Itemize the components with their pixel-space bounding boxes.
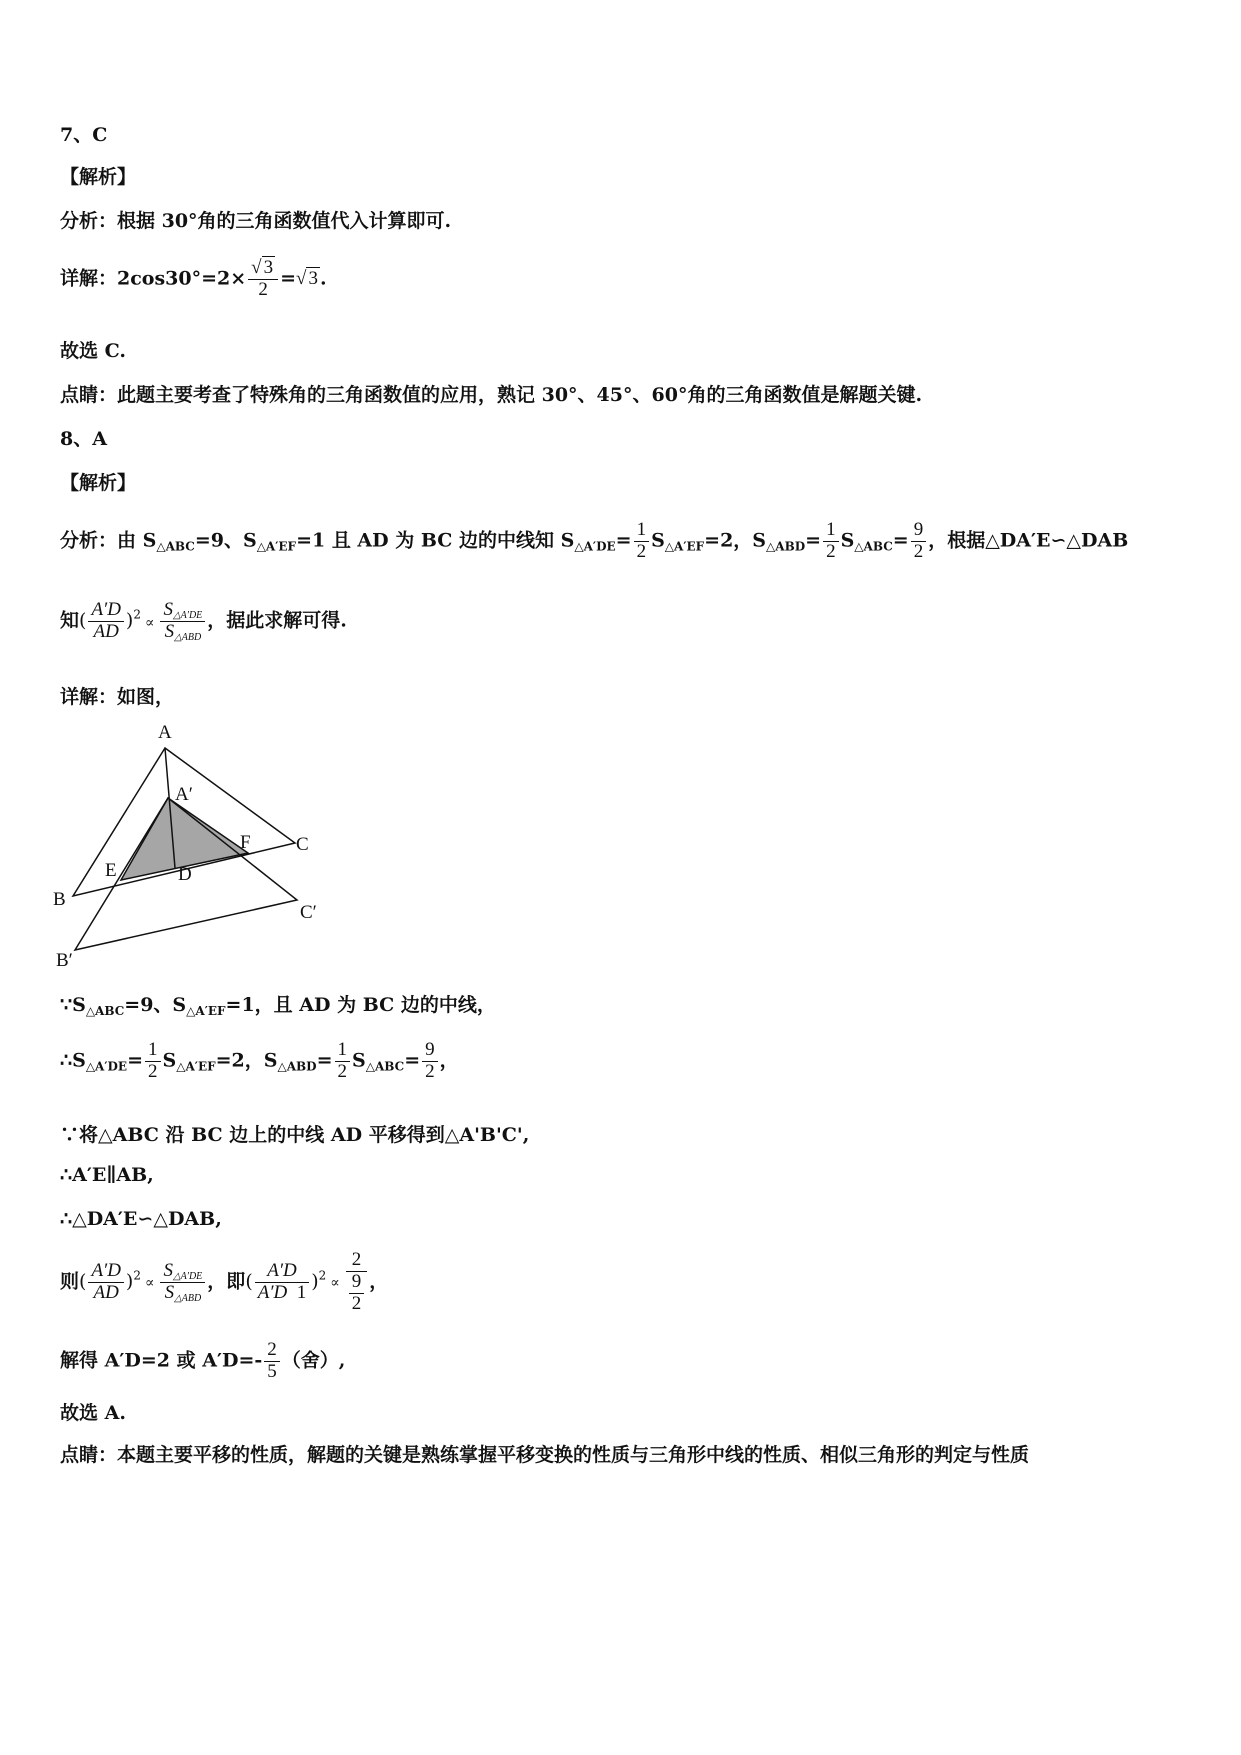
label-b: B — [53, 889, 66, 910]
t: =1，且 AD 为 BC 边的中线， — [225, 994, 496, 1016]
q8-step7 — [60, 1340, 345, 1383]
q7-detail — [60, 258, 327, 301]
t: 解得 A′D=2 或 A′D=- — [60, 1349, 263, 1372]
q8-step3: ∵将△ABC 沿 BC 边上的中线 AD 平移得到△A'B'C', — [60, 1124, 530, 1146]
sub: △ABD — [174, 632, 202, 643]
sub: △ABD — [174, 1292, 202, 1304]
den: 2 — [337, 1060, 347, 1082]
t: =2，S — [704, 529, 767, 552]
q7-eq: = — [280, 267, 297, 290]
nine-half-fraction — [911, 520, 927, 563]
q8-step4: ∴A′E∥AB, — [60, 1164, 154, 1186]
power: 2 — [133, 1268, 141, 1283]
sub: △ABC — [85, 1004, 125, 1018]
den: 2 — [351, 1292, 362, 1314]
q7-frac-num: 3 — [263, 257, 274, 278]
num: 1 — [634, 520, 650, 542]
label-a-prime: A′ — [175, 784, 193, 805]
label-a: A — [158, 722, 172, 743]
t: = — [892, 529, 909, 552]
sub: △ABC — [156, 539, 195, 554]
den: 2 — [826, 540, 836, 562]
q8-step1 — [60, 990, 496, 1018]
t: = — [127, 1049, 143, 1072]
half-fraction — [823, 520, 839, 563]
t: = — [615, 529, 632, 552]
q7-analysis: 分析：根据 30°角的三角函数值代入计算即可. — [60, 210, 452, 232]
q8-analysis-tag: 【解析】 — [60, 472, 137, 494]
t: = — [805, 529, 822, 552]
num: 2 — [264, 1340, 280, 1362]
num: 9 — [911, 520, 927, 542]
num: 9 — [349, 1272, 365, 1294]
den: 5 — [267, 1360, 277, 1382]
label-d: D — [178, 864, 192, 885]
power: 2 — [318, 1268, 327, 1283]
t: （舍）, — [281, 1349, 346, 1372]
t: ∵S — [60, 994, 86, 1016]
area-fraction — [160, 1261, 205, 1304]
ratio-fraction — [88, 1261, 123, 1304]
num: 9 — [422, 1040, 438, 1062]
den: AD — [93, 621, 119, 642]
t: ， — [439, 1049, 459, 1072]
proportional-sign: ∝ — [144, 1275, 155, 1292]
num: 1 — [823, 520, 839, 542]
t: 知 — [60, 609, 80, 632]
q8-answer: 8、A — [60, 428, 107, 450]
t: S — [352, 1049, 366, 1072]
q8-detail: 详解：如图， — [60, 686, 175, 708]
num: A′D — [255, 1261, 309, 1283]
sub: △A′DE — [172, 610, 203, 621]
sub: △A′DE — [172, 1270, 203, 1282]
label-b-prime: B′ — [56, 950, 73, 971]
q8-step6: 则( $\frac{A'D}{AD}$ )$^2$ ∝ $\frac{S\triangle A'DE}{\text{S△ABD}}$ ，即( $\frac{A'D}{A'D 1}$ )$^2$ ∝ $\frac{2}{\frac{9}{2}}$ ， — [60, 1249, 389, 1314]
den: 2 — [636, 540, 647, 562]
t: ，据此求解可得. — [207, 609, 347, 632]
q8-step2 — [60, 1040, 459, 1083]
num: A′D — [88, 600, 123, 622]
t: 则 — [60, 1270, 80, 1293]
q7-detail-end: . — [319, 267, 327, 290]
num: S — [163, 1259, 173, 1281]
num: 2 — [346, 1250, 368, 1272]
half-fraction — [145, 1040, 161, 1083]
q8-analysis-line1 — [60, 520, 1128, 563]
den: S — [164, 621, 175, 642]
q8-analysis-line2: 知( $\frac{A'D}{AD}$ )$^2$ ∝ $\frac{S\triangle A'DE}{\text{S△ABD}}$ ，据此求解可得. — [60, 599, 347, 643]
ratio-fraction — [88, 600, 123, 643]
t: =9、S — [194, 529, 257, 552]
t: =9、S — [124, 994, 187, 1016]
sub: △ABC — [854, 539, 893, 554]
q7-fraction: $\frac{√ 3}{2}$ — [248, 258, 278, 301]
sub: △A′DE — [574, 539, 616, 554]
t: =1 且 AD 为 BC 边的中线知 S — [296, 529, 575, 552]
label-c: C — [296, 834, 309, 855]
sub: △ABC — [365, 1059, 405, 1074]
sub: △ABD — [277, 1059, 317, 1074]
q7-frac-den: 2 — [258, 278, 268, 300]
t: 分析：由 S — [60, 529, 157, 552]
label-e: E — [105, 860, 117, 881]
sub: △A′EF — [664, 539, 705, 554]
den: S — [164, 1281, 175, 1303]
proportional-sign: ∝ — [144, 614, 155, 631]
q7-choice: 故选 C. — [60, 340, 127, 362]
sub: △A′EF — [176, 1059, 216, 1074]
q8-comment: 点睛：本题主要平移的性质，解题的关键是熟练掌握平移变换的性质与三角形中线的性质、相似三角形的判定与性质 — [60, 1444, 1030, 1466]
den: AD — [93, 1281, 119, 1303]
den: 2 — [148, 1060, 158, 1082]
power: 2 — [133, 607, 141, 622]
num: 1 — [145, 1040, 161, 1062]
t: S — [162, 1049, 177, 1072]
substituted-fraction — [255, 1261, 309, 1304]
q7-root-value: 3 — [308, 268, 318, 290]
t: = — [404, 1049, 421, 1072]
sub: △A′EF — [186, 1004, 226, 1018]
half-fraction — [335, 1040, 351, 1083]
t: = — [316, 1049, 333, 1072]
t: ，即 — [207, 1270, 246, 1293]
den: 2 — [913, 540, 924, 562]
q7-detail-prefix: 详解：2cos30°=2× — [60, 267, 247, 290]
q7-answer: 7、C — [60, 124, 108, 146]
num: 1 — [335, 1040, 351, 1062]
num: A′D — [88, 1261, 123, 1283]
half-fraction — [634, 520, 650, 563]
nine-half-fraction — [422, 1040, 438, 1083]
proportional-sign: ∝ — [330, 1275, 340, 1292]
t: =2，S — [215, 1049, 278, 1072]
q8-choice: 故选 A. — [60, 1402, 126, 1424]
q7-root: √ 3 — [296, 268, 318, 290]
t: ，根据△DA′E∽△DAB — [928, 529, 1129, 552]
compound-fraction — [346, 1250, 368, 1315]
sub: △ABD — [766, 539, 806, 554]
num: S — [163, 599, 173, 620]
q7-comment: 点睛：此题主要考查了特殊角的三角函数值的应用，熟记 30°、45°、60°角的三角函数值是解题关键. — [60, 384, 923, 406]
q7-analysis-tag: 【解析】 — [60, 166, 137, 188]
sub: △A′EF — [256, 539, 297, 554]
t: ∴S — [60, 1049, 86, 1072]
neg-fraction — [264, 1340, 280, 1383]
triangle-figure — [50, 718, 370, 978]
den: 2 — [425, 1060, 435, 1082]
den: A′D — [257, 1281, 288, 1303]
t: ， — [369, 1270, 389, 1293]
sub: △A′DE — [85, 1059, 128, 1074]
t: S — [651, 529, 665, 552]
q8-step5: ∴△DA′E∽△DAB, — [60, 1208, 222, 1230]
label-c-prime: C′ — [300, 902, 317, 923]
area-fraction — [160, 600, 205, 643]
t: S — [840, 529, 855, 552]
den-tail: 1 — [296, 1281, 307, 1303]
label-f: F — [240, 832, 251, 853]
